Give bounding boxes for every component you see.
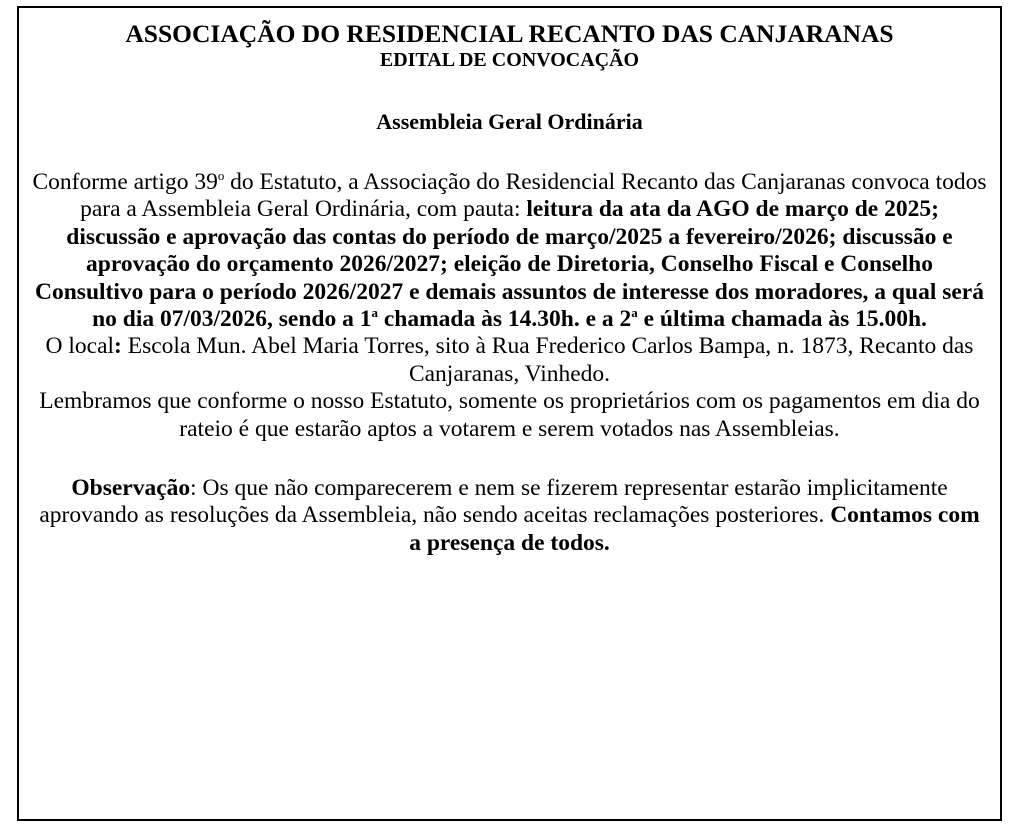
intro-text-b: do Estatuto, a Associação do Residencial Recanto das Canjaranas convoca todos para a Assembleia Geral Ordinária, com pauta: bbox=[80, 169, 987, 223]
intro-text-a: Conforme artigo 39 bbox=[32, 169, 218, 195]
location-paragraph bbox=[19, 333, 1000, 388]
agenda-text-b: chamada às 14.30h. e a 2 bbox=[377, 306, 632, 333]
observation-paragraph bbox=[19, 475, 1000, 557]
location-label: O local bbox=[45, 333, 115, 360]
intro-paragraph bbox=[19, 169, 1000, 333]
organization-name: ASSOCIAÇÃO DO RESIDENCIAL RECANTO DAS CANJARANAS bbox=[125, 19, 894, 48]
observation-label: Observação bbox=[71, 475, 191, 502]
reminder-paragraph: Lembramos que conforme o nosso Estatuto, somente os proprietários com os pagamentos em dia do rateio é que estarão aptos a votarem e serem votados nas Assembleias. bbox=[39, 388, 980, 442]
closing-text: Contamos com a presença de todos. bbox=[409, 502, 980, 556]
ordinal-superscript: a bbox=[371, 305, 378, 321]
convocation-notice bbox=[17, 6, 1002, 821]
ordinal-superscript: a bbox=[631, 305, 638, 321]
agenda-text-a: leitura da ata da AGO de março de 2025; discussão e aprovação das contas do período de março/2025 a fevereiro/2026; discussão e aprovação do orçamento 2026/2027; eleição de Diretoria, Conselho Fiscal e Conselho Consultivo para o período 2026/2027 e demais assuntos de interesse dos moradores, a qual será no dia 07/03/2026, sendo a 1 bbox=[35, 196, 984, 333]
notice-subtitle: EDITAL DE CONVOCAÇÃO bbox=[379, 49, 640, 71]
location-text: Escola Mun. Abel Maria Torres, sito à Rua Frederico Carlos Bampa, n. 1873, Recanto das Canjaranas, Vinhedo. bbox=[121, 333, 974, 387]
agenda-text-c: e última chamada às 15.00h. bbox=[637, 306, 927, 333]
assembly-title: Assembleia Geral Ordinária bbox=[376, 109, 643, 134]
observation-text: : Os que não comparecerem e nem se fizerem representar estarão implicitamente aprovando as resoluções da Assembleia, não sendo aceitas reclamações posteriores. bbox=[39, 475, 948, 529]
ordinal-superscript: o bbox=[217, 168, 225, 184]
location-colon: : bbox=[114, 333, 122, 360]
